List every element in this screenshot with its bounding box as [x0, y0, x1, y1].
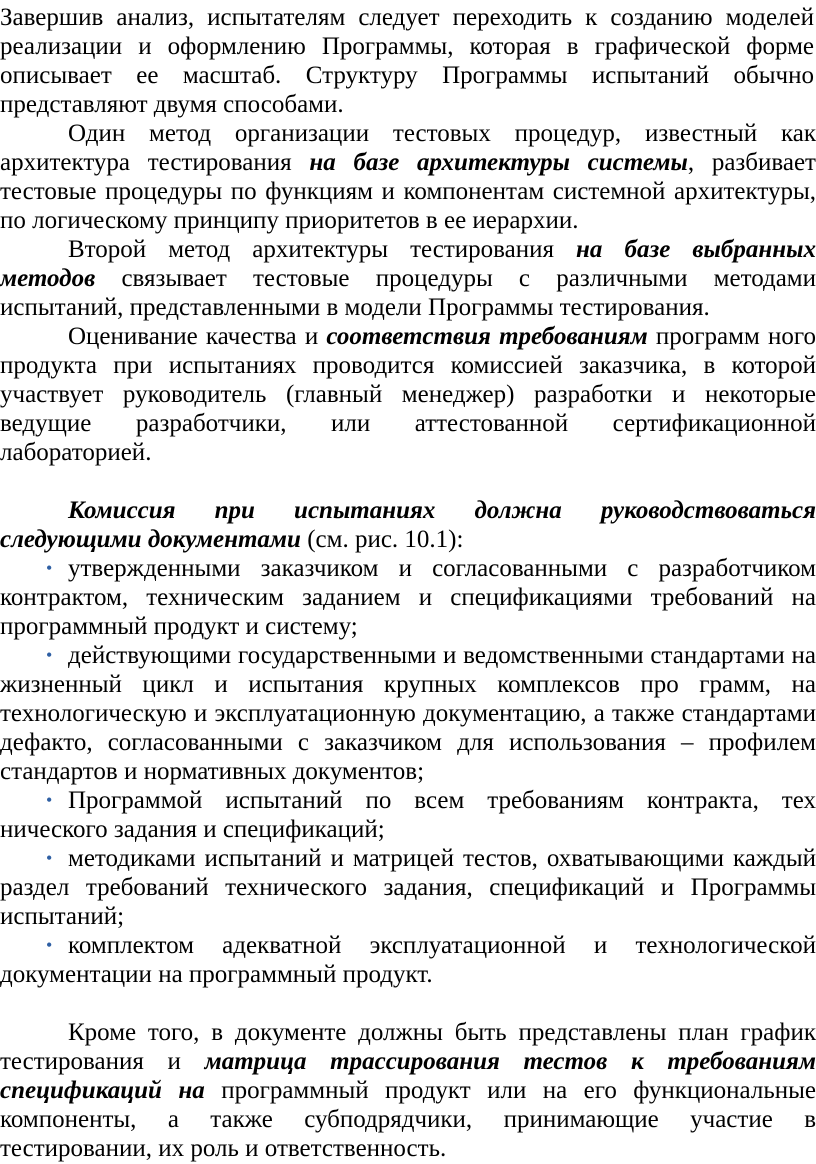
list-item [0, 931, 816, 989]
paragraph-quality-text-c: программ ного продукта при испытаниях проводится комиссией заказчика, в которой участвует руководитель (главный менеджер) разработки и некоторые ведущие разработчики, или аттестованной сертификационной лабораторией. [0, 323, 816, 466]
emphasis-selected-methods: на базе выбранных методов [0, 236, 816, 292]
list-item [0, 844, 816, 931]
bullet-icon: • [46, 558, 53, 578]
paragraph-methods-text-c: связывает тестовые процедуры с различными методами испытаний, представленными в модели Программы тестирования. [0, 265, 816, 321]
bullet-icon: • [46, 848, 53, 868]
paragraph-commission-documents [0, 496, 816, 554]
blank-line [0, 467, 816, 496]
list-item-text: утвержденными заказчиком и согласованными с разработчиком контрактом, техническим заданием и спецификациями требований на программный продукт и систему; [0, 555, 816, 640]
paragraph-schedule-matrix [0, 1018, 816, 1163]
list-item [0, 786, 816, 844]
paragraph-schedule-text-a: Кроме того, в документе должны быть представлены план график тестирования и [0, 1019, 816, 1075]
emphasis-traceability-matrix: матрица трассирования тестов к требованиям спецификаций на [0, 1048, 816, 1104]
blank-line [0, 989, 816, 1018]
list-item-text: комплектом адекватной эксплуатационной и технологической документации на программный продукт. [0, 932, 816, 988]
list-item-text: Программой испытаний по всем требованиям контракта, тех нического задания и спецификаций; [0, 787, 816, 843]
emphasis-system-architecture: на базе архитектуры системы [309, 149, 688, 176]
paragraph-intro-text: Завершив анализ, испытателям следует переходить к созданию моделей реализации и оформлению Программы, которая в графической форме описывает ее масштаб. Структуру Программы испытаний обычно представляют двумя способами. [0, 4, 814, 118]
paragraph-architecture-method [0, 119, 816, 235]
paragraph-schedule-text-c: программный продукт или на его функциональные компоненты, а также субподрядчики, принимающие участие в тестировании, их роль и ответственность. [0, 1077, 816, 1162]
emphasis-requirements-compliance: соответствия требованиям [326, 323, 648, 350]
documents-bullet-list [0, 554, 816, 989]
paragraph-methods-text-a: Второй метод архитектуры тестирования [68, 236, 577, 263]
paragraph-architecture-text-a: Один метод организации тестовых процедур, известный как архитектура тестирования [0, 120, 816, 176]
bullet-icon: • [46, 790, 53, 810]
list-item [0, 641, 816, 786]
paragraph-architecture-text-c: , разбивает тестовые процедуры по функциям и компонентам системной архитектуры, по логическому принципу приоритетов в ее иерархии. [0, 149, 816, 234]
paragraph-quality-text-a: Оценивание качества и [68, 323, 327, 350]
bullet-icon: • [46, 935, 53, 955]
paragraph-quality-assessment [0, 322, 816, 467]
paragraph-intro [0, 3, 816, 119]
bullet-icon: • [46, 645, 53, 665]
list-item [0, 554, 816, 641]
list-item-text: методиками испытаний и матрицей тестов, охватывающими каждый раздел требований технического задания, спецификаций и Программы испытаний; [0, 845, 816, 930]
emphasis-commission-documents: Комиссия при испытаниях должна руководствоваться следующими документами [0, 497, 816, 553]
list-item-text: действующими государственными и ведомственными стандартами на жизненный цикл и испытания крупных комплексов про грамм, на технологическую и эксплуатационную документацию, а также стандартами дефакто, согласованными с заказчиком для использования – профилем стандартов и нормативных документов; [0, 642, 816, 785]
paragraph-methods-method [0, 235, 816, 322]
paragraph-commission-text-b: (см. рис. 10.1): [300, 526, 464, 553]
